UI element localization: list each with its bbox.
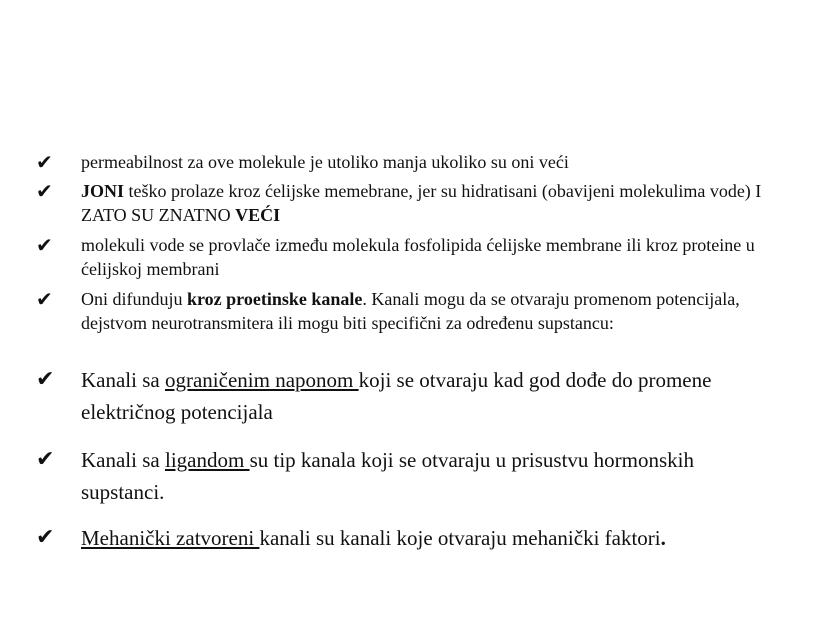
- text-segment: kanali su kanali koje otvaraju mehanički faktori: [259, 526, 661, 550]
- bullet-text: [81, 233, 781, 281]
- text-segment-bold: JONI: [81, 181, 125, 201]
- bullet-text: [81, 150, 781, 174]
- checkmark-icon: ✔: [36, 525, 55, 550]
- text-segment: Oni difunduju: [81, 289, 187, 309]
- text-segment: koji se otvaraju kad god dođe do promene električnog potencijala: [81, 368, 712, 424]
- text-segment-underlined: ligandom: [164, 448, 250, 472]
- text-segment: permeabilnost za ove molekule je utoliko manja ukoliko su oni veći: [81, 152, 569, 172]
- text-segment: molekuli vode se provlače između molekula fosfolipida ćelijske membrane ili kroz proteine u ćelijskoj membrani: [81, 235, 755, 279]
- checkmark-icon: ✔: [36, 150, 53, 174]
- text-segment-bold: .: [660, 526, 666, 550]
- checkmark-icon: ✔: [36, 287, 53, 311]
- checkmark-icon: ✔: [36, 447, 55, 472]
- checkmark-icon: ✔: [36, 179, 53, 203]
- bullet-text: [81, 179, 781, 227]
- text-segment-bold: VEĆI: [235, 205, 281, 225]
- text-segment: su tip kanala koji se otvaraju u prisustvu hormonskih supstanci.: [81, 448, 695, 504]
- text-segment: Kanali sa: [81, 448, 165, 472]
- bullet-text: [81, 522, 781, 554]
- text-segment-underlined: Mehanički zatvoreni: [81, 526, 260, 550]
- bullet-text: [81, 444, 781, 508]
- bullet-text: [81, 287, 781, 335]
- text-segment-bold: kroz proetinske kanale: [187, 289, 363, 309]
- text-segment: teško prolaze kroz ćelijske memebrane, jer su hidratisani (obavijeni molekulima vode) I ZATO SU ZNATNO: [81, 181, 762, 225]
- checkmark-icon: ✔: [36, 367, 55, 392]
- text-segment: Kanali sa: [81, 368, 165, 392]
- bullet-text: [81, 364, 781, 428]
- text-segment: . Kanali mogu da se otvaraju promenom potencijala, dejstvom neurotransmitera ili mogu biti specifični za određenu supstancu:: [81, 289, 740, 333]
- checkmark-icon: ✔: [36, 233, 53, 257]
- text-segment-underlined: ograničenim naponom: [164, 368, 359, 392]
